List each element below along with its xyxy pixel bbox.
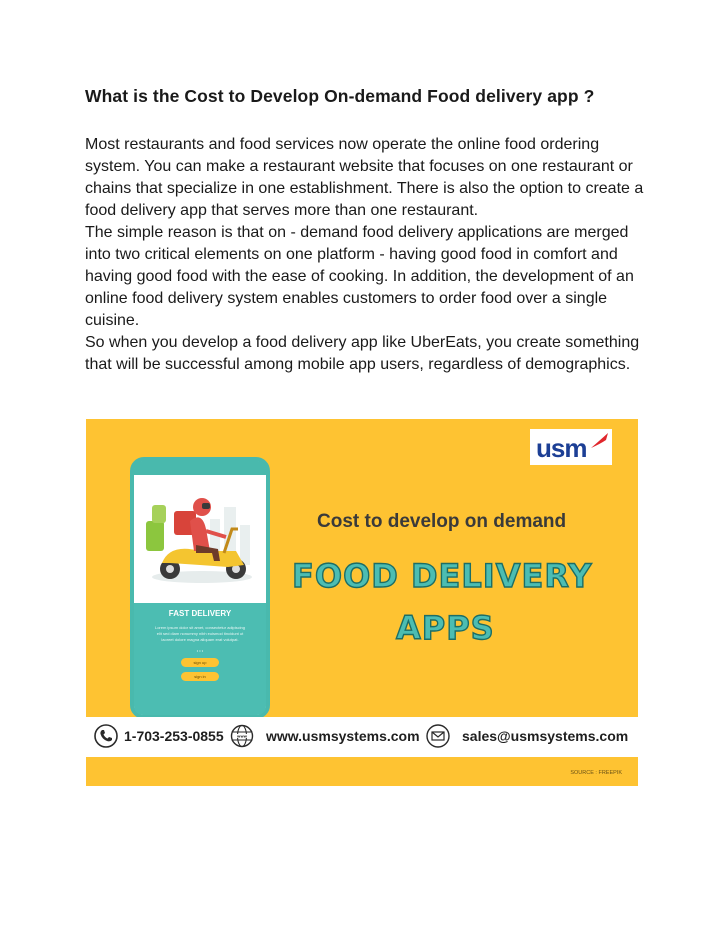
image-source-credit: SOURCE : FREEPIK: [570, 770, 622, 776]
logo-text: usm: [536, 433, 587, 463]
phone-signin-button: sign in: [181, 672, 219, 681]
phone-signup-button: sign up: [181, 658, 219, 667]
paragraph-3: So when you develop a food delivery app like UberEats, you create something that will be successful among mobile app users, regardless of demographics.: [85, 334, 640, 373]
document-title: What is the Cost to Develop On-demand Food delivery app ?: [85, 86, 595, 106]
paragraph-2: The simple reason is that on - demand food delivery applications are merged into two critical elements on one platform - having good food in comfort and having good food with the ease of cooking. In addition, the development of an online food delivery system enables customers to order food over a single cuisine.: [85, 224, 634, 329]
phone-page-dots: • • •: [196, 648, 204, 653]
document-body: [85, 134, 645, 376]
contact-phone: 1-703-253-0855: [124, 728, 224, 744]
usm-logo: [530, 429, 612, 465]
contact-website: www.usmsystems.com: [266, 728, 420, 744]
phone-placeholder-text: Lorem ipsum dolor sit amet, consectetur adipiscing elit sed diam nonummy nibh euismod tincidunt ut laoreet dolore magna aliquam erat volutpat.: [154, 625, 246, 642]
banner-heading-line-2: APPS: [396, 609, 495, 647]
phone-icon: [94, 724, 118, 748]
contact-strip: [86, 717, 638, 757]
logo-swoosh-icon: [590, 432, 610, 450]
email-icon: [426, 724, 450, 748]
contact-email: sales@usmsystems.com: [462, 728, 629, 744]
promo-banner: [86, 419, 638, 786]
globe-icon: [230, 724, 254, 748]
banner-subheading: Cost to develop on demand: [317, 511, 567, 532]
svg-text:www: www: [237, 734, 247, 739]
phone-heading: FAST DELIVERY: [168, 609, 232, 618]
paragraph-1: Most restaurants and food services now operate the online food ordering system. You can make a restaurant website that focuses on one restaurant or chains that specialize in one establishment. There is also the option to create a food delivery app that serves more than one restaurant.: [85, 136, 644, 219]
phone-status-bar: [134, 461, 266, 475]
banner-heading-line-1: FOOD DELIVERY: [292, 557, 593, 595]
